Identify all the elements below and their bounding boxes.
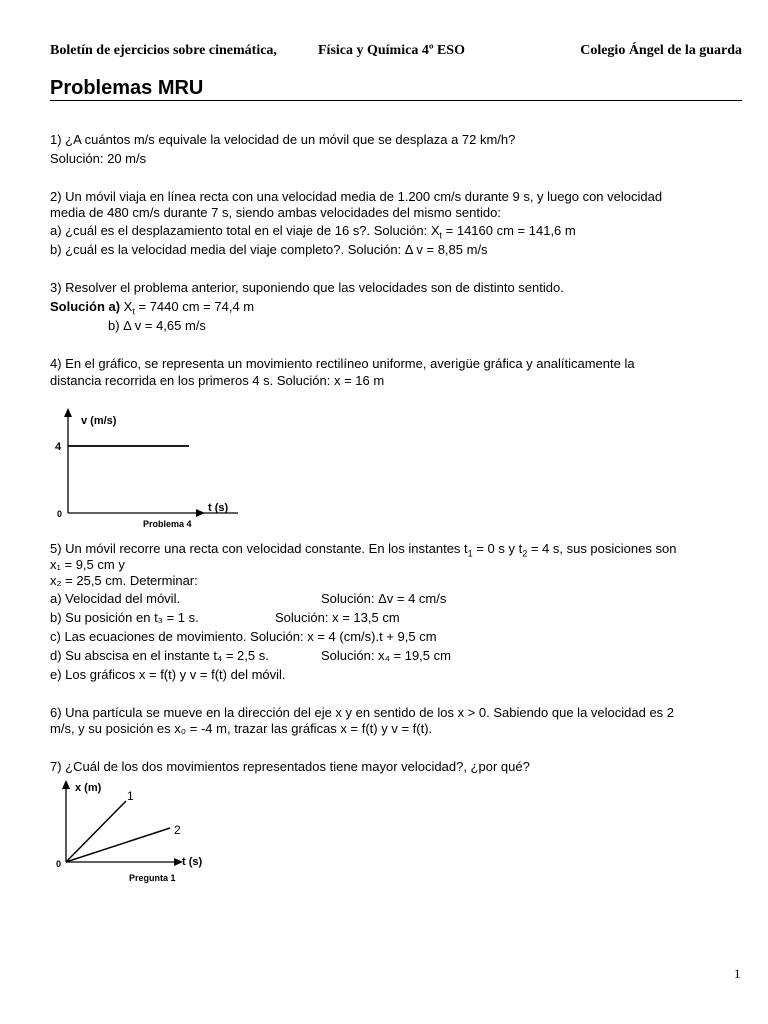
page-number: 1 [734,966,741,981]
problem-5-part-a-solution: Solución: Δv = 4 cm/s [321,591,447,606]
x-axis-label: t (s) [182,856,203,868]
problem-2-line-1: 2) Un móvil viaja en línea recta con una velocidad media de 1.200 cm/s durante 9 s, y luego con velocidad [50,189,663,204]
y-axis-label: x (m) [75,782,102,794]
problem-5-line-3: x₂ = 25,5 cm. Determinar: [50,573,198,588]
problem-6-line-1: 6) Una partícula se mueve en la dirección del eje x y en sentido de los x > 0. Sabiendo que la velocidad es 2 [50,705,675,720]
problem-4-velocity-graph [48,405,238,530]
problem-2-part-b: b) ¿cuál es la velocidad media del viaje completo?. Solución: Δ v = 8,85 m/s [50,242,488,257]
y-axis-label: v (m/s) [81,415,117,427]
problem-1-solution: Solución: 20 m/s [50,151,147,166]
y-axis-arrow-icon [62,780,70,789]
x-axis-arrow-icon [196,509,205,517]
x-axis-label: t (s) [208,502,229,514]
line-1-label: 1 [127,789,134,803]
problem-5-line-2: x₁ = 9,5 cm y [50,557,125,572]
header-subject: Física y Química 4º ESO [318,43,465,58]
problem-5-part-e: e) Los gráficos x = f(t) y v = f(t) del móvil. [50,667,286,682]
motion-line-2 [66,828,170,862]
problem-3-question: 3) Resolver el problema anterior, suponiendo que las velocidades son de distinto sentido. [50,280,564,295]
graph-caption: Pregunta 1 [129,873,176,883]
origin-label: 0 [57,509,63,519]
problem-6-line-2: m/s, y su posición es x₀ = -4 m, trazar las gráficas x = f(t) y v = f(t). [50,721,433,736]
problem-7-position-graph [50,776,220,888]
graph-caption: Problema 4 [143,519,192,529]
problem-5-part-a: a) Velocidad del móvil. [50,591,181,606]
problem-5-part-d-solution: Solución: x₄ = 19,5 cm [321,648,451,663]
problem-5-part-d: d) Su abscisa en el instante t₄ = 2,5 s. [50,648,269,663]
page-title: Problemas MRU [50,77,204,99]
problem-4-line-1: 4) En el gráfico, se representa un movimiento rectilíneo uniforme, averigüe gráfica y analíticamente la [50,356,635,371]
y-axis-arrow-icon [64,408,72,417]
y-tick-4: 4 [55,441,62,453]
problem-5-line-1: 5) Un móvil recorre una recta con velocidad constante. En los instantes $t_1 = 0$ s y $t_2 = 4$ s, sus posiciones son [50,541,677,559]
problem-4-line-2: distancia recorrida en los primeros 4 s. Solución: x = 16 m [50,373,385,388]
problem-7-question: 7) ¿Cuál de los dos movimientos representados tiene mayor velocidad?, ¿por qué? [50,759,530,774]
problem-2-line-2: media de 480 cm/s durante 7 s, siendo ambas velocidades del mismo sentido: [50,205,501,220]
problem-5-part-c: c) Las ecuaciones de movimiento. Solución: x = 4 (cm/s).t + 9,5 cm [50,629,437,644]
header-course: Boletín de ejercicios sobre cinemática, [50,43,277,58]
problem-5-part-b-solution: Solución: x = 13,5 cm [275,610,400,625]
page-header [50,43,742,63]
origin-label: 0 [56,859,62,869]
title-divider [50,100,742,101]
header-school: Colegio Ángel de la guarda [580,43,742,58]
problem-1-question: 1) ¿A cuántos m/s equivale la velocidad de un móvil que se desplaza a 72 km/h? [50,132,516,147]
problem-5-part-b: b) Su posición en t₃ = 1 s. [50,610,199,625]
line-2-label: 2 [174,823,181,837]
problem-2-part-a: a) ¿cuál es el desplazamiento total en el viaje de 16 s?. Solución: $X_t = 14160$ cm = 141,6 m [50,223,576,241]
problem-3-solution-b: b) Δ v = 4,65 m/s [108,318,206,333]
problem-3-solution-a: Solución a) $X_t = 7440$ cm = 74,4 m [50,299,255,317]
